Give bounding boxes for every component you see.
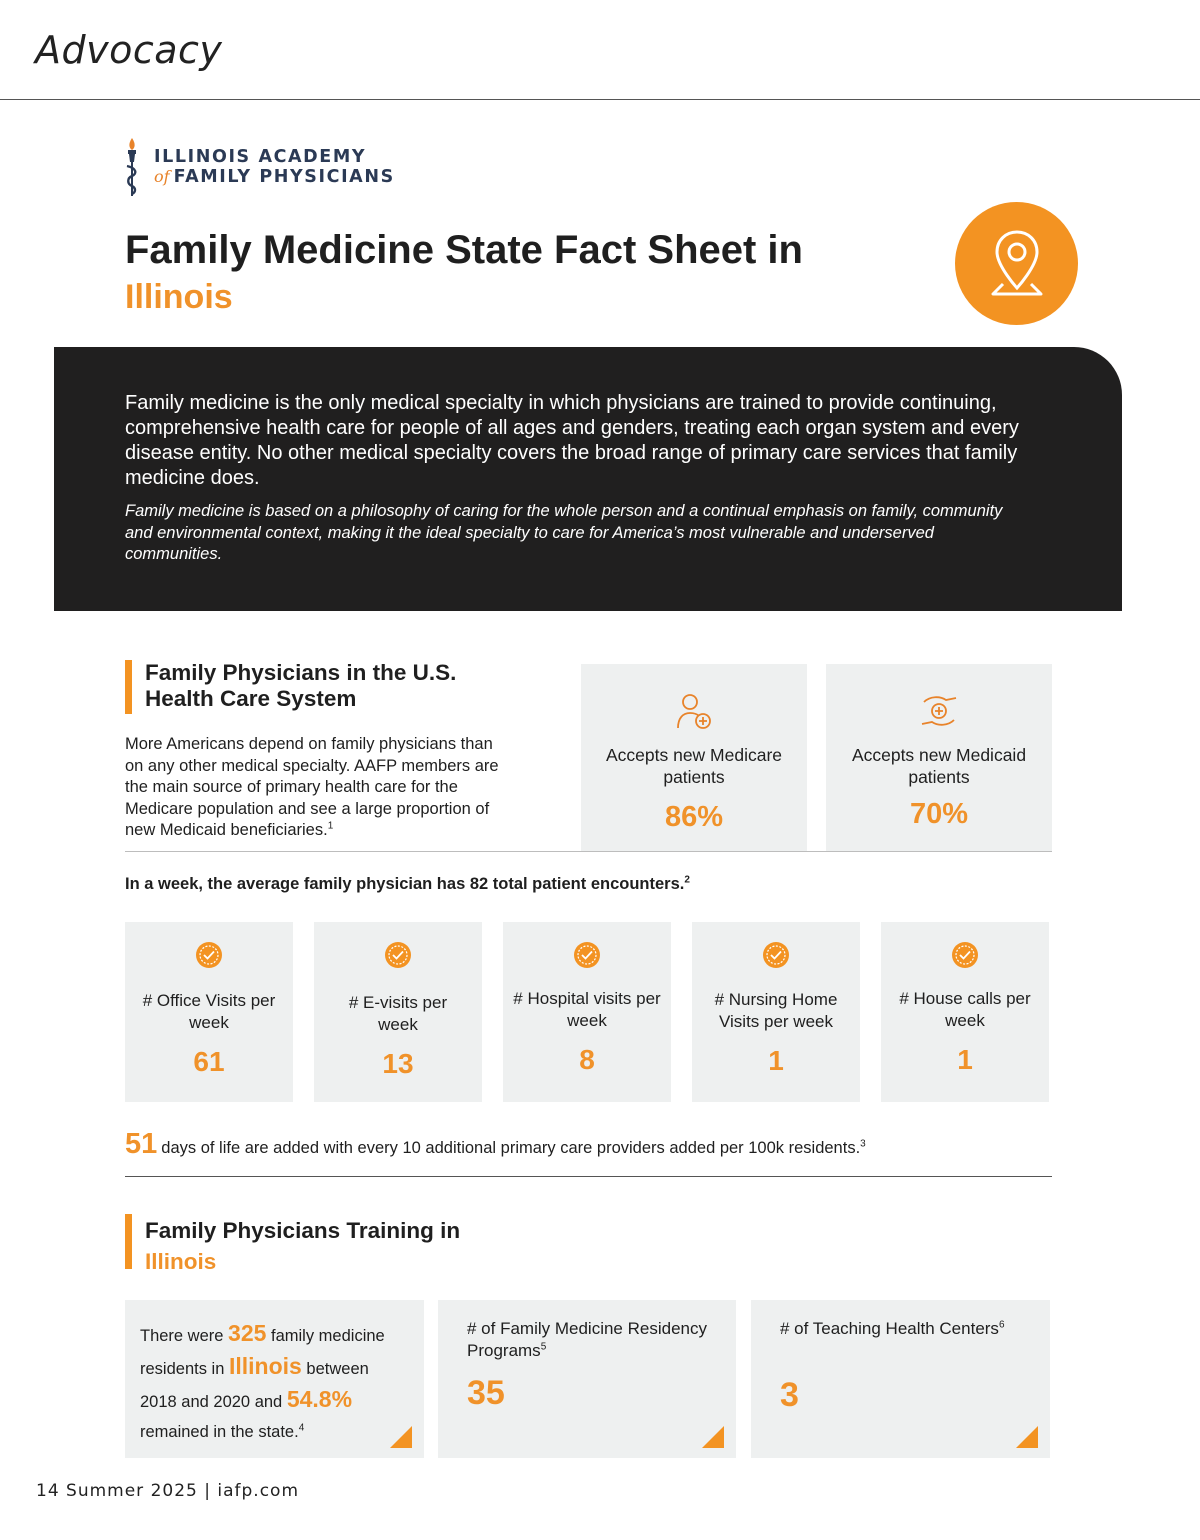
card-label-text: # of Teaching Health Centers bbox=[780, 1319, 999, 1338]
header-rule bbox=[0, 99, 1200, 100]
training-heading-line2: Illinois bbox=[145, 1249, 217, 1274]
doctor-plus-icon bbox=[674, 692, 714, 730]
intro-main-text: Family medicine is the only medical specialty in which physicians are trained to provide continuing, comprehensive health care for people of all ages and genders, treating each organ system and every disease entity. No other medical specialty covers the broad range of primary care services that family medicine does. bbox=[125, 392, 1019, 489]
narrative-text: family medicine residents in bbox=[140, 1327, 385, 1378]
us-section-heading bbox=[145, 660, 456, 712]
divider bbox=[125, 1176, 1052, 1177]
card-label bbox=[780, 1318, 1030, 1340]
badge-check-icon bbox=[761, 940, 791, 970]
narrative-text: between 2018 and 2020 and bbox=[140, 1360, 369, 1411]
divider bbox=[125, 851, 1052, 852]
corner-triangle bbox=[390, 1426, 412, 1448]
section-accent-bar bbox=[125, 1214, 132, 1269]
nursing-home-visits-card bbox=[692, 922, 860, 1102]
stat-value: 70% bbox=[909, 798, 969, 830]
location-pin-icon bbox=[987, 228, 1047, 300]
week-card-label: # E-visits per week bbox=[348, 993, 448, 1034]
us-heading-line1: Family Physicians in the U.S. bbox=[145, 660, 457, 685]
card-value: 35 bbox=[467, 1374, 505, 1412]
e-visits-card bbox=[314, 922, 482, 1102]
badge-check-icon bbox=[572, 940, 602, 970]
page-title-state: Illinois bbox=[125, 278, 233, 316]
us-heading-line2: Health Care System bbox=[145, 686, 357, 711]
footnote-ref: 4 bbox=[298, 1422, 305, 1434]
residents-count: 325 bbox=[228, 1320, 267, 1346]
card-value: 3 bbox=[780, 1376, 799, 1414]
intro-panel bbox=[54, 347, 1122, 611]
week-card-value: 61 bbox=[193, 1046, 225, 1077]
days-number: 51 bbox=[125, 1128, 158, 1160]
logo-of: of bbox=[154, 167, 170, 186]
us-section-body bbox=[125, 734, 505, 842]
training-heading-line1: Family Physicians Training in bbox=[145, 1218, 461, 1243]
stat-label: Accepts new Medicaid patients bbox=[851, 745, 1027, 787]
medicaid-card bbox=[826, 664, 1052, 852]
logo-line1: ILLINOIS ACADEMY bbox=[154, 146, 367, 167]
us-body-text: More Americans depend on family physicians than on any other medical specialty. AAFP members are the main source of primary health care for the Medicare population and see a large proportion of new Medicaid beneficiaries. bbox=[125, 735, 499, 839]
week-card-value: 13 bbox=[382, 1048, 414, 1079]
footnote-ref: 2 bbox=[684, 874, 690, 886]
badge-check-icon bbox=[950, 940, 980, 970]
hospital-visits-card bbox=[503, 922, 671, 1102]
days-of-life-stat bbox=[125, 1128, 866, 1161]
card-label bbox=[467, 1318, 716, 1361]
badge-check-icon bbox=[383, 940, 413, 970]
office-visits-card bbox=[125, 922, 293, 1102]
residents-card bbox=[125, 1300, 424, 1458]
hands-medical-cross-icon bbox=[916, 692, 962, 730]
card-label-text: # of Family Medicine Residency Programs bbox=[467, 1319, 707, 1360]
week-card-label: # Hospital visits per week bbox=[513, 989, 661, 1030]
residency-programs-card bbox=[438, 1300, 736, 1458]
week-card-value: 1 bbox=[768, 1045, 784, 1076]
corner-triangle bbox=[702, 1426, 724, 1448]
days-text: days of life are added with every 10 additional primary care providers added per 100k residents. bbox=[161, 1139, 861, 1157]
stat-value: 86% bbox=[664, 801, 724, 833]
badge-check-icon bbox=[194, 940, 224, 970]
training-heading bbox=[145, 1215, 460, 1277]
footnote-ref: 6 bbox=[998, 1319, 1005, 1331]
footnote-ref: 5 bbox=[540, 1340, 547, 1352]
footnote-ref: 1 bbox=[327, 820, 334, 832]
week-card-label: # Office Visits per week bbox=[142, 991, 276, 1032]
week-card-value: 8 bbox=[579, 1044, 595, 1075]
footnote-ref: 3 bbox=[860, 1138, 866, 1150]
torch-caduceus-icon bbox=[120, 136, 144, 198]
intro-sub-text: Family medicine is based on a philosophy of caring for the whole person and a continual emphasis on family, community and environmental context, making it the ideal specialty to care for America’s most vulnerable and underserved communities. bbox=[125, 502, 1003, 563]
week-card-value: 1 bbox=[957, 1044, 973, 1075]
residents-narrative bbox=[140, 1318, 409, 1447]
stat-label: Accepts new Medicare patients bbox=[605, 745, 783, 787]
week-card-label: # Nursing Home Visits per week bbox=[714, 990, 838, 1031]
narrative-text: remained in the state. bbox=[140, 1423, 299, 1441]
teaching-health-centers-card bbox=[751, 1300, 1050, 1458]
page-title: Family Medicine State Fact Sheet in bbox=[125, 228, 803, 272]
section-accent-bar bbox=[125, 660, 132, 714]
corner-triangle bbox=[1016, 1426, 1038, 1448]
medicare-card bbox=[581, 664, 807, 852]
weekly-intro-text: In a week, the average family physician has 82 total patient encounters. bbox=[125, 875, 685, 893]
section-label: Advocacy bbox=[35, 28, 223, 72]
logo-line2: FAMILY PHYSICIANS bbox=[173, 167, 395, 187]
narrative-text: There were bbox=[140, 1327, 224, 1345]
weekly-intro bbox=[125, 875, 690, 894]
iafp-logo bbox=[120, 136, 395, 198]
house-calls-card bbox=[881, 922, 1049, 1102]
page-footer: 14 Summer 2025 | iafp.com bbox=[36, 1481, 299, 1501]
week-card-label: # House calls per week bbox=[899, 989, 1031, 1030]
location-badge bbox=[955, 202, 1078, 325]
retention-percent: 54.8% bbox=[286, 1386, 353, 1412]
state-name: Illinois bbox=[228, 1353, 302, 1379]
